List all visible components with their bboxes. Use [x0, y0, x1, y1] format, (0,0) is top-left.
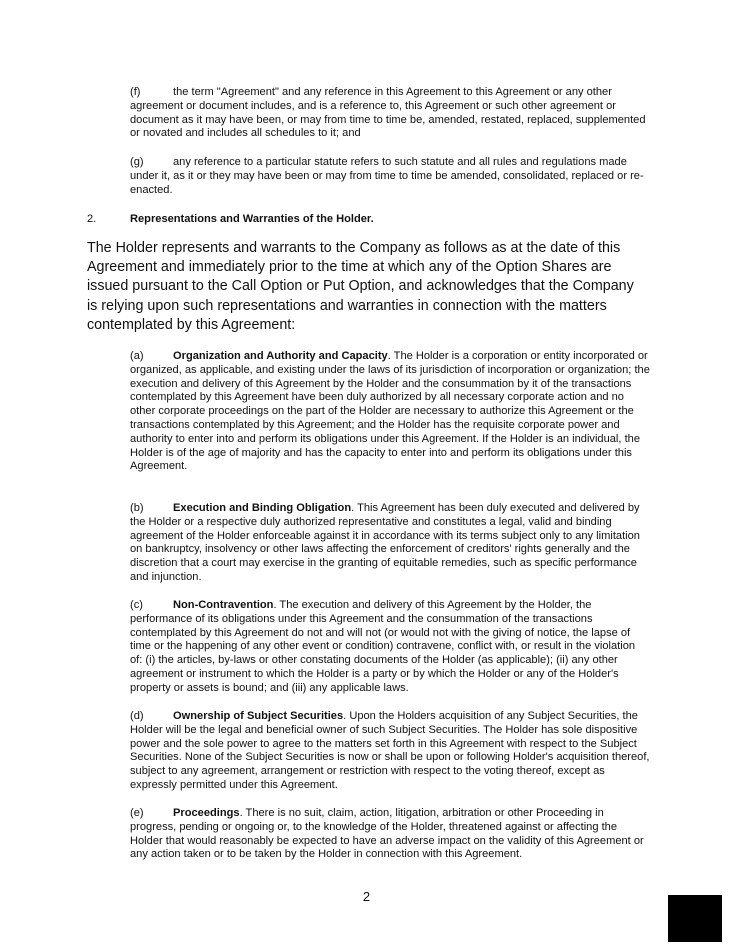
rep-label: (a) [130, 350, 144, 362]
rep-heading: Organization and Authority and Capacity [173, 350, 388, 362]
clause-text: the term "Agreement" and any reference in this Agreement to this Agreement or any other agreement or document includes, and is a reference to, this Agreement or such other agreement or document as it may have been, or may from time to time be, amended, restated, replaced, supplemented or novated and includes all schedules to it; and [130, 86, 646, 140]
clause-f [130, 86, 650, 141]
rep-a [130, 350, 650, 474]
clause-label: (f) [130, 86, 141, 98]
rep-heading: Proceedings [173, 807, 240, 819]
rep-text: . There is no suit, claim, action, litigation, arbitration or other Proceeding in progress, pending or ongoing or, to the knowledge of the Holder, threatened against or affecting the Holder that would reasonably be expected to have an adverse impact on the validity of this Agreement or any action taken or to be taken by the Holder in connection with this Agreement. [130, 807, 644, 861]
section-number: 2. [87, 213, 97, 225]
section-heading [87, 212, 374, 226]
rep-label: (d) [130, 710, 144, 722]
rep-text: . Upon the Holders acquisition of any Subject Securities, the Holder will be the legal and beneficial owner of such Subject Securities. The Holder has sole dispositive power and the sole power to agree to the matters set forth in this Agreement with respect to the Subject Securities. None of the Subject Securities is now or shall be upon or following Holder's acquisition thereof, subject to any agreement, arrangement or restriction with respect to the voting thereof, except as expressly permitted under this Agreement. [130, 710, 650, 791]
rep-label: (e) [130, 807, 144, 819]
rep-b [130, 502, 650, 585]
redaction-block [668, 895, 722, 942]
intro-paragraph: The Holder represents and warrants to the Company as follows as at the date of this Agreement and immediately prior to the time at which any of the Option Shares are issued pursuant to the Call Option or Put Option, and acknowledges that the Company is relying upon such representations and warranties in connection with the matters contemplated by this Agreement: [87, 240, 634, 333]
rep-heading: Execution and Binding Obligation [173, 502, 352, 514]
rep-heading: Non-Contravention [173, 599, 274, 611]
rep-d [130, 710, 650, 793]
rep-c [130, 599, 650, 696]
clause-g [130, 156, 650, 197]
rep-e [130, 807, 650, 862]
section-title: Representations and Warranties of the Holder. [130, 213, 374, 225]
rep-heading: Ownership of Subject Securities [173, 710, 344, 722]
rep-text: . The execution and delivery of this Agreement by the Holder, the performance of its obligations under this Agreement and the consummation of the transactions contemplated by this Agreement do not and will not (or would not with the giving of notice, the lapse of time or the happening of any other event or condition) contravene, conflict with, or result in the violation of: (i) the articles, by-laws or other constating documents of the Holder (as applicable); (ii) any other agreement or instrument to which the Holder is a party or by which the Holder or any of the Holder's property or assets is bound; and (iii) any applicable laws. [130, 599, 636, 694]
clause-text: any reference to a particular statute refers to such statute and all rules and regulations made under it, as it or they may have been or may from time to time be amended, consolidated, replaced or re-enacted. [130, 156, 644, 196]
rep-text: . The Holder is a corporation or entity incorporated or organized, as applicable, and existing under the laws of its jurisdiction of incorporation or organization; the execution and delivery of this Agreement by the Holder and the consummation by it of the transactions contemplated by this Agreement have been duly authorized by all necessary corporate action and no other corporate proceedings on the part of the Holder are necessary to authorize this Agreement or the transactions contemplated by this Agreement; and the Holder has the requisite corporate power and authority to enter into and perform its obligations under this Agreement. If the Holder is an individual, the Holder is of the age of majority and has the capacity to enter into and perform its obligations under this Agreement. [130, 350, 650, 473]
rep-label: (b) [130, 502, 144, 514]
rep-label: (c) [130, 599, 143, 611]
page-number: 2 [362, 889, 371, 904]
rep-text: . This Agreement has been duly executed and delivered by the Holder or a respective duly authorized representative and constitutes a legal, valid and binding agreement of the Holder enforceable against it in accordance with its terms subject only to any limitation on bankruptcy, insolvency or other laws affecting the enforcement of creditors' rights generally and the discretion that a court may exercise in the granting of equitable remedies, such as specific performance and injunction. [130, 502, 640, 583]
clause-label: (g) [130, 156, 144, 168]
